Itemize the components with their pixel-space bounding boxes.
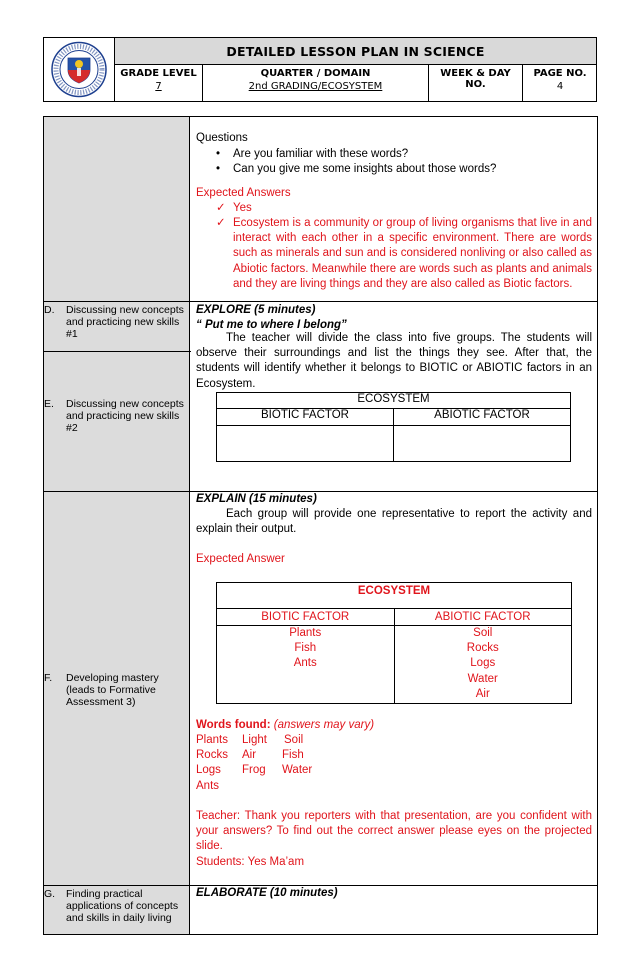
row-divider-e (43, 351, 191, 352)
row-text-d: Discussing new concepts and practicing new skills #1 (66, 304, 184, 340)
grade-level-label: GRADE LEVEL (120, 68, 197, 79)
explain-abiotic-header: ABIOTIC FACTOR (394, 609, 572, 626)
quarter-domain-cell (203, 65, 429, 101)
explore-biotic-cell (217, 426, 394, 462)
answer-item (216, 201, 252, 216)
checkmark-icon: ✓ (216, 202, 226, 214)
table-top-border (43, 116, 598, 117)
abiotic-item: Air (475, 687, 490, 700)
row-key-d: D. (44, 304, 55, 316)
right-border (597, 116, 598, 935)
explain-abiotic-list (394, 626, 572, 704)
row-text-g: Finding practical applications of concepts and skills in daily living (66, 888, 179, 924)
word: Air (242, 749, 257, 762)
explain-heading: EXPLAIN (15 minutes) (196, 493, 317, 505)
answer-text: Ecosystem is a community or group of living organisms that live in and interact with each other in a specific environment. There are words such as minerals and sun and is considered nonliving or also called as Abiotic factors. Meanwhile there are words such as plants and animals and they are living things and they are also called as Biotic factors. (233, 217, 592, 290)
explore-heading: EXPLORE (5 minutes) (196, 304, 316, 316)
answer-item (216, 216, 592, 292)
word: Plants (196, 734, 228, 746)
abiotic-item: Rocks (466, 642, 499, 655)
label-column (43, 116, 190, 935)
explore-abiotic-cell (394, 426, 571, 462)
explore-ecosystem-table (216, 392, 571, 462)
grade-level-cell (115, 65, 203, 101)
words-found-label: Words found: (196, 719, 271, 731)
deped-seal-logo (44, 38, 115, 101)
checkmark-icon: ✓ (216, 217, 226, 229)
explore-biotic-header: BIOTIC FACTOR (217, 409, 394, 426)
row-key-f: F. (44, 672, 53, 684)
students-line: Students: Yes Ma’am (196, 856, 305, 868)
answer-text: Yes (233, 202, 252, 214)
row-key-g: G. (44, 888, 56, 900)
teacher-line: Teacher: Thank you reporters with that presentation, are you confident with your answers? To find out the correct answer please eyes on the projected slide. (196, 810, 592, 853)
question-item (216, 147, 409, 162)
explore-subtitle: “ Put me to where I belong” (196, 319, 347, 331)
question-text: Can you give me some insights about those words? (233, 163, 497, 175)
row-key-e: E. (44, 398, 54, 410)
abiotic-item: Water (467, 672, 498, 685)
explain-biotic-list (217, 626, 395, 704)
biotic-item: Ants (293, 657, 317, 670)
row-text-f: Developing mastery (leads to Formative Assessment 3) (66, 672, 159, 708)
question-text: Are you familiar with these words? (233, 148, 409, 160)
explain-ecosystem-table (216, 582, 572, 704)
explore-text: The teacher will divide the class into five groups. The students will observe their surroundings and list the things they see. After that, the students will identify whether it belongs to BIOTIC or ABIOTIC factors in an Ecosystem. (196, 332, 592, 390)
explore-abiotic-header: ABIOTIC FACTOR (394, 409, 571, 426)
explore-table-title: ECOSYSTEM (217, 393, 571, 409)
biotic-item: Fish (294, 642, 317, 655)
words-found-line (196, 718, 374, 733)
page-no-cell (523, 65, 597, 101)
elaborate-heading: ELABORATE (10 minutes) (196, 887, 338, 899)
explain-table-title: ECOSYSTEM (217, 583, 572, 609)
questions-heading: Questions (196, 132, 248, 144)
row-divider-f (43, 491, 598, 492)
word: Light (242, 734, 267, 746)
quarter-domain-label: QUARTER / DOMAIN (260, 68, 371, 79)
expected-answers-heading: Expected Answers (196, 187, 291, 199)
document-title: DETAILED LESSON PLAN IN SCIENCE (115, 38, 596, 65)
question-item (216, 162, 497, 177)
word: Rocks (196, 749, 228, 762)
words-found-note: (answers may vary) (273, 719, 375, 731)
week-day-cell (429, 65, 523, 101)
row-label-f (44, 672, 188, 708)
table-bottom-border (43, 934, 598, 935)
expected-answer-heading: Expected Answer (196, 553, 285, 565)
row-divider-d (43, 301, 598, 302)
word: Water (282, 764, 313, 777)
quarter-domain-value: 2nd GRADING/ECOSYSTEM (248, 81, 383, 92)
page-no-value: 4 (556, 81, 564, 92)
explain-text: Each group will provide one representative to report the activity and explain their output. (196, 508, 592, 536)
grade-level-value: 7 (155, 81, 162, 92)
word: Logs (196, 764, 221, 777)
abiotic-item: Logs (470, 657, 496, 670)
document-header (43, 37, 597, 102)
word: Frog (242, 764, 266, 777)
row-label-g (44, 888, 188, 924)
bullet-icon: • (216, 163, 221, 175)
abiotic-item: Soil (473, 627, 493, 639)
week-day-label: WEEK & DAY NO. (440, 68, 511, 90)
word: Soil (284, 734, 304, 746)
page-no-label: PAGE NO. (533, 68, 587, 79)
explain-biotic-header: BIOTIC FACTOR (217, 609, 395, 626)
word: Fish (282, 749, 304, 762)
biotic-item: Plants (289, 627, 322, 639)
row-label-d (44, 304, 188, 340)
row-label-e (44, 398, 188, 434)
bullet-icon: • (216, 148, 221, 160)
word: Ants (196, 779, 220, 792)
row-text-e: Discussing new concepts and practicing new skills #2 (66, 398, 184, 434)
